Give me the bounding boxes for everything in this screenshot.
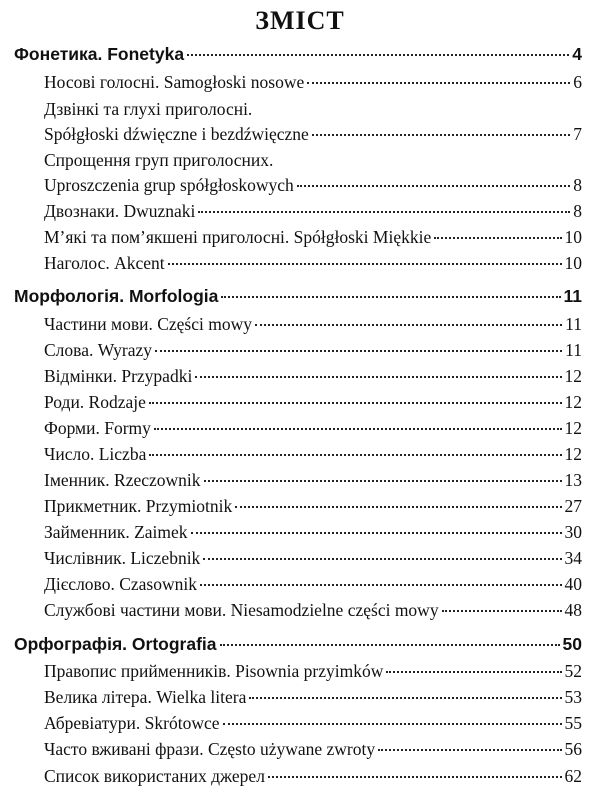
toc-entry[interactable] <box>44 366 582 387</box>
entry-title: Велика літера. Wielka litera <box>44 687 247 707</box>
leader-dots <box>235 505 561 508</box>
toc-entry[interactable] <box>44 687 582 708</box>
toc-entry-references[interactable] <box>44 766 582 787</box>
page-number: 50 <box>562 634 582 654</box>
leader-dots <box>149 453 561 456</box>
entry-title: Spółgłoski dźwięczne i bezdźwięczne <box>44 124 309 144</box>
leader-dots <box>149 401 562 404</box>
leader-dots <box>221 295 560 298</box>
page-number: 11 <box>565 314 582 334</box>
toc-entry[interactable] <box>44 713 582 734</box>
toc-section-ortografia[interactable] <box>14 634 582 655</box>
page-number: 40 <box>564 574 582 594</box>
toc-entry[interactable] <box>44 201 582 222</box>
leader-dots <box>442 609 562 612</box>
section-title: Орфографія. Ortografia <box>14 634 217 654</box>
entry-title: Числівник. Liczebnik <box>44 548 201 568</box>
leader-dots <box>220 643 560 646</box>
page-number: 6 <box>573 72 582 92</box>
page-number: 27 <box>564 496 582 516</box>
leader-dots <box>203 557 561 560</box>
page-number: 7 <box>573 124 582 144</box>
toc-entry[interactable] <box>44 522 582 543</box>
entry-title: Прикметник. Przymiotnik <box>44 496 233 516</box>
page-number: 12 <box>564 392 582 412</box>
leader-dots <box>297 184 570 187</box>
entry-title-line1: Дзвінкі та глухі приголосні. <box>44 99 253 119</box>
leader-dots <box>195 375 561 378</box>
leader-dots <box>307 81 570 84</box>
leader-dots <box>198 210 570 213</box>
entry-title: Носові голосні. Samogłoski nosowe <box>44 72 305 92</box>
toc-entry[interactable] <box>44 72 582 93</box>
leader-dots <box>312 133 570 136</box>
entry-title: М’які та пом’якшені приголосні. Spółgłoski Miękkie <box>44 227 432 247</box>
page-number: 13 <box>564 470 582 490</box>
leader-dots <box>200 583 562 586</box>
toc-entry[interactable] <box>44 227 582 248</box>
toc-section-fonetyka[interactable] <box>14 44 582 65</box>
toc-entry[interactable] <box>44 444 582 465</box>
toc-section-morfologia[interactable] <box>14 286 582 307</box>
toc-entry[interactable] <box>44 175 582 196</box>
leader-dots <box>155 349 562 352</box>
leader-dots <box>434 236 561 239</box>
page-number: 10 <box>564 227 582 247</box>
entry-title: Службові частини мови. Niesamodzielne części mowy <box>44 600 439 620</box>
page-number: 11 <box>565 340 582 360</box>
entry-title-line1: Спрощення груп приголосних. <box>44 150 274 170</box>
entry-title: Іменник. Rzeczownik <box>44 470 201 490</box>
leader-dots <box>386 670 561 673</box>
page-number: 12 <box>564 366 582 386</box>
entry-title: Форми. Formy <box>44 418 151 438</box>
page-number: 12 <box>564 418 582 438</box>
page-number: 8 <box>573 175 582 195</box>
entry-title: Відмінки. Przypadki <box>44 366 193 386</box>
toc-entry[interactable] <box>44 548 582 569</box>
entry-title: Uproszczenia grup spółgłoskowych <box>44 175 294 195</box>
entry-title: Правопис прийменників. Pisownia przyimków <box>44 661 384 681</box>
toc-entry[interactable] <box>44 574 582 595</box>
toc-entry[interactable] <box>44 124 582 145</box>
entry-title: Слова. Wyrazy <box>44 340 153 360</box>
entry-title: Абревіатури. Skrótowce <box>44 713 220 733</box>
leader-dots <box>255 323 562 326</box>
toc-entry[interactable] <box>44 392 582 413</box>
leader-dots <box>204 479 562 482</box>
page-number: 11 <box>563 286 582 306</box>
entry-title: Дієслово. Czasownik <box>44 574 197 594</box>
toc-entry[interactable] <box>44 600 582 621</box>
leader-dots <box>191 531 562 534</box>
page-number: 12 <box>564 444 582 464</box>
entry-title: Займенник. Zaimek <box>44 522 188 542</box>
toc-entry[interactable] <box>44 253 582 274</box>
leader-dots <box>378 748 561 751</box>
leader-dots <box>223 722 562 725</box>
toc-entry[interactable] <box>44 496 582 517</box>
toc-entry[interactable] <box>44 418 582 439</box>
page-number: 30 <box>564 522 582 542</box>
toc-entry[interactable] <box>44 661 582 682</box>
page-number: 55 <box>564 713 582 733</box>
leader-dots <box>249 696 561 699</box>
page-number: 56 <box>564 739 582 759</box>
toc-entry[interactable] <box>44 314 582 335</box>
section-title: Морфологія. Morfologia <box>14 286 219 306</box>
section-title: Фонетика. Fonetyka <box>14 44 185 64</box>
leader-dots <box>168 262 562 265</box>
toc-entry[interactable] <box>44 340 582 361</box>
entry-title: Роди. Rodzaje <box>44 392 146 412</box>
page-number: 8 <box>573 201 582 221</box>
page-number: 4 <box>572 44 582 64</box>
page-number: 48 <box>564 600 582 620</box>
page-number: 10 <box>564 253 582 273</box>
page-number: 62 <box>564 766 582 786</box>
entry-title: Наголос. Akcent <box>44 253 165 273</box>
entry-title: Часто вживані фрази. Często używane zwroty <box>44 739 376 759</box>
leader-dots <box>187 53 569 56</box>
page-number: 34 <box>564 548 582 568</box>
page-title: ЗМІСТ <box>255 6 345 35</box>
leader-dots <box>154 427 562 430</box>
entry-title: Двознаки. Dwuznaki <box>44 201 196 221</box>
page-number: 53 <box>564 687 582 707</box>
entry-title: Число. Liczba <box>44 444 147 464</box>
entry-title: Частини мови. Części mowy <box>44 314 253 334</box>
leader-dots <box>268 775 562 778</box>
entry-title: Список використаних джерел <box>44 766 265 786</box>
toc-entry[interactable] <box>44 739 582 760</box>
page-number: 52 <box>564 661 582 681</box>
toc-entry[interactable] <box>44 470 582 491</box>
